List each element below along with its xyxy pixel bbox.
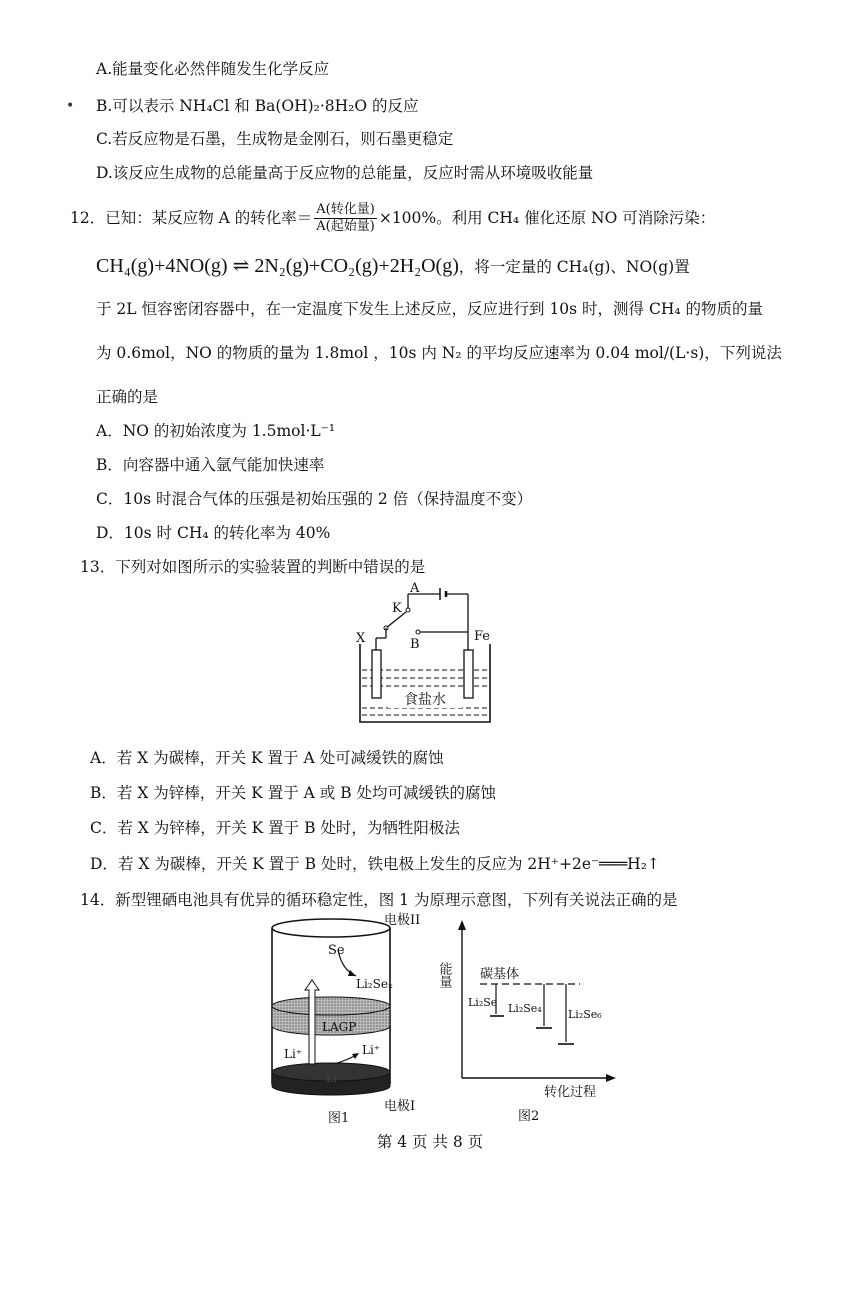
lagp-label: LAGP [322, 1020, 357, 1034]
q14-stem: 14．新型锂硒电池具有优异的循环稳定性，图 1 为原理示意图，下列有关说法正确的是 [80, 891, 678, 909]
page-footer: 第 4 页 共 8 页 [376, 1133, 484, 1151]
figure-2-caption: 图2 [518, 1109, 540, 1124]
contact-b [416, 630, 420, 634]
q13-option-a: A．若 X 为碳棒，开关 K 置于 A 处可减缓铁的腐蚀 [90, 749, 444, 767]
lagp-top [272, 997, 390, 1015]
figure-1-caption: 图1 [328, 1111, 350, 1126]
q13-option-b: B．若 X 为锌棒，开关 K 置于 A 或 B 处均可减缓铁的腐蚀 [90, 784, 497, 802]
label-x: X [356, 631, 366, 646]
label-a: A [410, 581, 420, 596]
fraction-numerator: A(转化量) [316, 202, 375, 217]
electrode-x [372, 650, 381, 698]
solution-label: 食盐水 [404, 692, 446, 708]
energy-diagram-figure-2 [436, 918, 620, 1128]
contact-a [406, 608, 410, 612]
q12-line-5: 正确的是 [96, 388, 159, 406]
label-k: K [392, 601, 402, 616]
electrode-ii-label: 电极II [384, 913, 421, 928]
lithium-label: Li [326, 1072, 337, 1085]
q12-option-b: B．向容器中通入氩气能加快速率 [96, 456, 325, 474]
fraction-denominator: A(起始量) [316, 218, 375, 234]
q12-option-c: C．10s 时混合气体的压强是初始压强的 2 倍（保持温度不变） [96, 490, 533, 508]
q13-option-c: C．若 X 为锌棒，开关 K 置于 B 处时，为牺牲阳极法 [90, 819, 460, 837]
q11-option-b: B.可以表示 NH₄Cl 和 Ba(OH)₂·8H₂O 的反应 [96, 97, 419, 115]
q11-option-a: A.能量变化必然伴随发生化学反应 [96, 60, 330, 78]
label-b: B [410, 637, 420, 652]
q12-equation-tail: ，将一定量的 CH₄(g)、NO(g)置 [458, 258, 690, 276]
arrowhead [606, 1074, 616, 1082]
li2se-label: Li₂Se [468, 996, 498, 1009]
li-ion-right-label: Li⁺ [362, 1043, 381, 1057]
q12-option-a: A．NO 的初始浓度为 1.5mol·L⁻¹ [96, 422, 336, 440]
process-axis-label: 转化过程 [544, 1085, 597, 1100]
q12-option-d: D．10s 时 CH₄ 的转化率为 40% [96, 524, 331, 542]
q12-line-4: 为 0.6mol，NO 的物质的量为 1.8mol ，10s 内 N₂ 的平均反应速率为 0.04 mol/(L·s)，下列说法 [96, 344, 782, 362]
carbon-matrix-label: 碳基体 [480, 967, 520, 982]
q12-stem [70, 202, 715, 234]
q12-equation-line [96, 254, 690, 278]
q12-equation: CH₄(g)+4NO(g) ⇌ 2N₂(g)+CO₂(g)+2H₂O(g) [96, 255, 459, 277]
scan-mark: • [66, 98, 75, 114]
q13-option-d: D．若 X 为碳棒，开关 K 置于 B 处时，铁电极上发生的反应为 2H⁺+2e⁻═══H₂↑ [90, 855, 660, 873]
battery-principle-figure-1 [262, 914, 442, 1130]
arrowhead [352, 1053, 359, 1059]
arrowhead [458, 920, 466, 930]
top-electrode-disk [272, 919, 390, 937]
q13-stem: 13．下列对如图所示的实验装置的判断中错误的是 [80, 558, 426, 576]
q12-line-3: 于 2L 恒容密闭容器中，在一定温度下发生上述反应，反应进行到 10s 时，测得 CH₄ 的物质的量 [96, 300, 763, 318]
electrode-i-label: 电极I [384, 1099, 416, 1114]
q11-option-c: C.若反应物是石墨，生成物是金刚石，则石墨更稳定 [96, 130, 454, 148]
label-fe: Fe [474, 629, 491, 644]
li2se6-label: Li₂Se₆ [568, 1008, 602, 1021]
electrode-fe [464, 650, 473, 698]
se-label: Se [328, 943, 345, 958]
li2sex-label: Li₂Seₓ [356, 977, 394, 991]
arrowhead [348, 970, 356, 976]
q12-lead-tail: ×100%。利用 CH₄ 催化还原 NO 可消除污染： [378, 208, 716, 227]
q12-lead: 12．已知：某反应物 A 的转化率＝ [70, 208, 313, 227]
energy-axis-label: 能量 [436, 962, 452, 988]
li-ion-left-label: Li⁺ [284, 1047, 303, 1061]
li2se4-label: Li₂Se₄ [508, 1002, 542, 1015]
electrolysis-apparatus-figure [340, 581, 510, 734]
conversion-fraction [314, 202, 377, 234]
q11-option-d: D.该反应生成物的总能量高于反应物的总能量，反应时需从环境吸收能量 [96, 164, 594, 182]
